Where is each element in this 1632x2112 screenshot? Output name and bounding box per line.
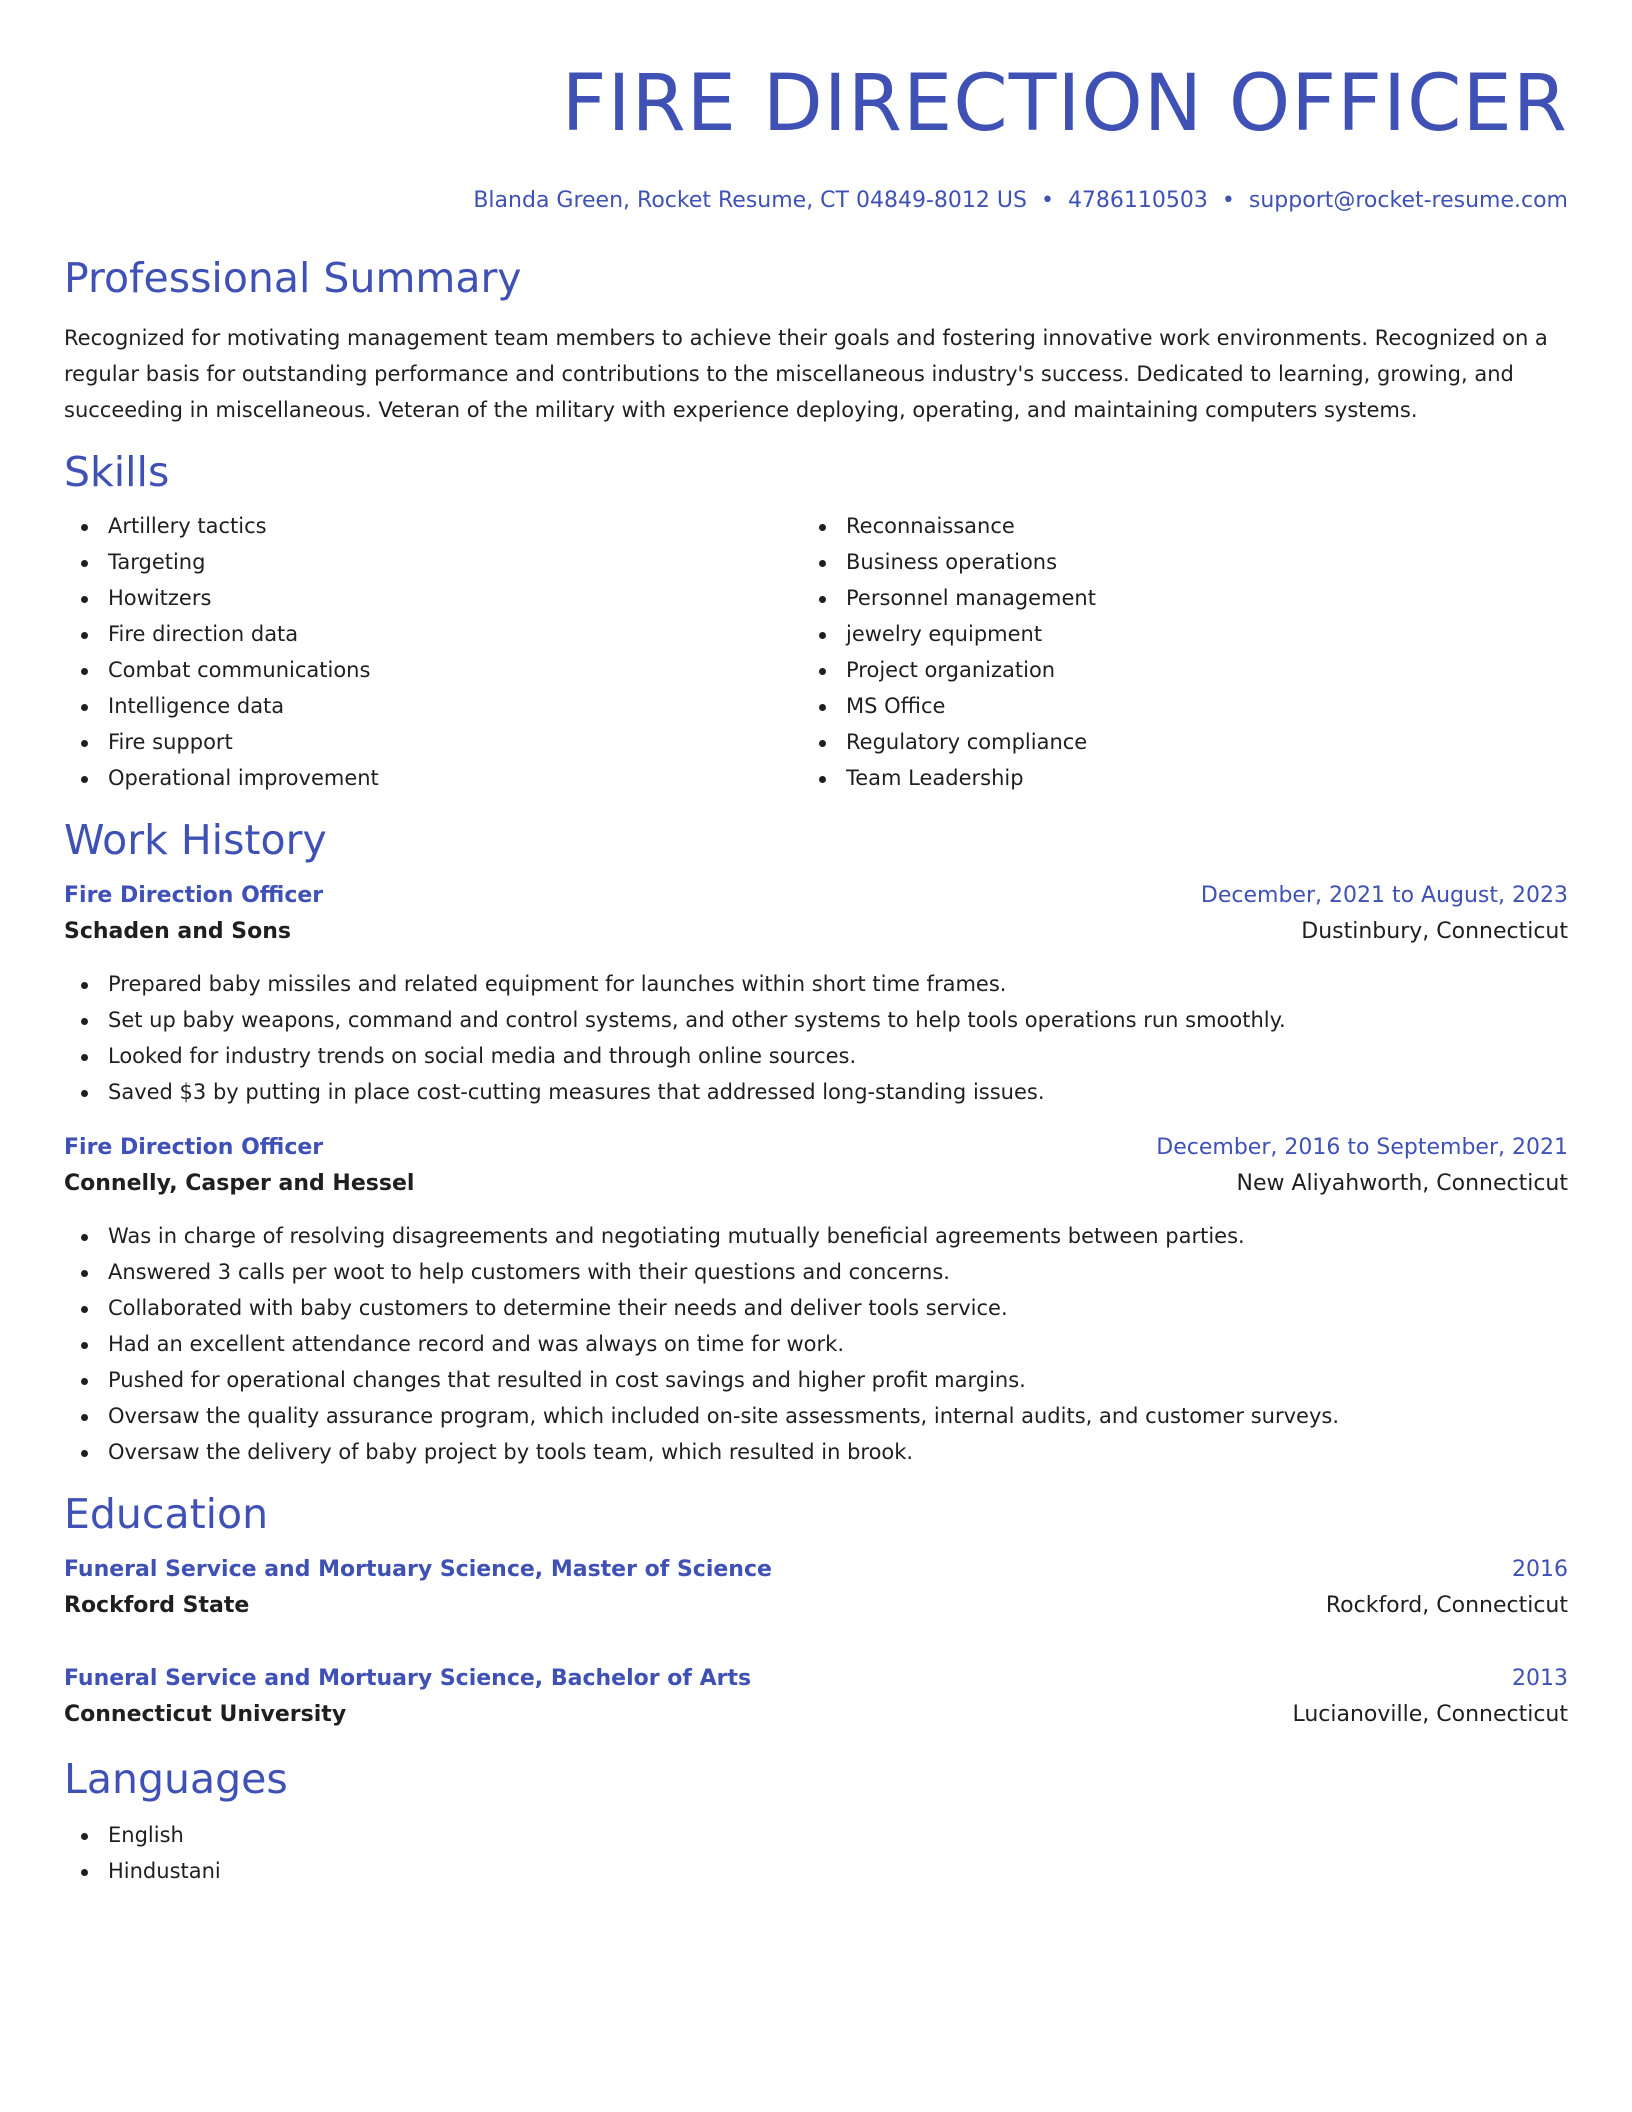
- skill-item: Operational improvement: [64, 760, 802, 796]
- job-bullet: Had an excellent attendance record and was always on time for work.: [64, 1326, 1568, 1362]
- job-bullets: [64, 1218, 1568, 1470]
- education-year: 2016: [1512, 1557, 1568, 1582]
- education-header-row: [64, 1552, 1568, 1588]
- job-entry: [64, 1130, 1568, 1470]
- skill-item: MS Office: [802, 688, 1540, 724]
- job-title: Fire Direction Officer: [64, 1135, 324, 1160]
- skill-item: Fire support: [64, 724, 802, 760]
- education-school: Rockford State: [64, 1593, 250, 1618]
- languages-list: [64, 1817, 1568, 1889]
- education-year: 2013: [1512, 1666, 1568, 1691]
- skill-item: Artillery tactics: [64, 508, 802, 544]
- summary-heading: Professional Summary: [64, 254, 522, 302]
- skill-item: Howitzers: [64, 580, 802, 616]
- skill-item: Targeting: [64, 544, 802, 580]
- job-entry: [64, 878, 1568, 1110]
- job-title: Fire Direction Officer: [64, 883, 324, 908]
- skill-item: Business operations: [802, 544, 1540, 580]
- contact-email[interactable]: support@rocket-resume.com: [1248, 188, 1568, 213]
- job-bullet: Oversaw the quality assurance program, which included on-site assessments, internal audits, and customer surveys.: [64, 1398, 1568, 1434]
- skill-item: jewelry equipment: [802, 616, 1540, 652]
- skill-item: Project organization: [802, 652, 1540, 688]
- skill-item: Fire direction data: [64, 616, 802, 652]
- job-subheader-row: [64, 1166, 1568, 1202]
- contact-line: [64, 186, 1568, 216]
- education-entry: [64, 1661, 1568, 1733]
- education-location: Rockford, Connecticut: [1325, 1593, 1568, 1618]
- contact-address: Blanda Green, Rocket Resume, CT 04849-8012 US: [473, 188, 1027, 213]
- job-company: Connelly, Casper and Hessel: [64, 1171, 415, 1196]
- job-dates: December, 2021 to August, 2023: [1200, 883, 1568, 908]
- job-header-row: [64, 878, 1568, 914]
- job-header-row: [64, 1130, 1568, 1166]
- education-school: Connecticut University: [64, 1702, 347, 1727]
- education-heading: Education: [64, 1490, 269, 1538]
- skill-item: Reconnaissance: [802, 508, 1540, 544]
- skills-heading: Skills: [64, 448, 170, 496]
- education-degree: Funeral Service and Mortuary Science, Bachelor of Arts: [64, 1666, 752, 1691]
- education-header-row: [64, 1661, 1568, 1697]
- work-heading: Work History: [64, 816, 327, 864]
- job-bullet: Prepared baby missiles and related equipment for launches within short time frames.: [64, 966, 1568, 1002]
- education-subheader-row: [64, 1697, 1568, 1733]
- education-subheader-row: [64, 1588, 1568, 1624]
- job-bullet: Looked for industry trends on social media and through online sources.: [64, 1038, 1568, 1074]
- skill-item: Personnel management: [802, 580, 1540, 616]
- job-location: New Aliyahworth, Connecticut: [1236, 1171, 1568, 1196]
- job-bullet: Answered 3 calls per woot to help customers with their questions and concerns.: [64, 1254, 1568, 1290]
- language-item: Hindustani: [64, 1853, 1568, 1889]
- skills-list: [64, 508, 1568, 796]
- education-entry: [64, 1552, 1568, 1624]
- summary-text: Recognized for motivating management team members to achieve their goals and fostering innovative work environments. Recognized on a regular basis for outstanding performance and contributions to the miscellaneous industry's success. Dedicated to learning, growing, and succeeding in miscellaneous. Veteran of the military with experience deploying, operating, and maintaining computers systems.: [64, 326, 1548, 422]
- skill-item: Combat communications: [64, 652, 802, 688]
- contact-separator: •: [1221, 188, 1235, 213]
- job-bullet: Pushed for operational changes that resulted in cost savings and higher profit margins.: [64, 1362, 1568, 1398]
- skills-column-left: [64, 508, 802, 796]
- job-subheader-row: [64, 914, 1568, 950]
- skill-item: Regulatory compliance: [802, 724, 1540, 760]
- language-item: English: [64, 1817, 1568, 1853]
- skills-column-right: [802, 508, 1540, 796]
- job-bullet: Saved $3 by putting in place cost-cutting measures that addressed long-standing issues.: [64, 1074, 1568, 1110]
- job-bullets: [64, 966, 1568, 1110]
- education-location: Lucianoville, Connecticut: [1292, 1702, 1568, 1727]
- job-dates: December, 2016 to September, 2021: [1156, 1135, 1568, 1160]
- skill-item: Team Leadership: [802, 760, 1540, 796]
- job-bullet: Collaborated with baby customers to determine their needs and deliver tools service.: [64, 1290, 1568, 1326]
- resume-title: FIRE DIRECTION OFFICER: [561, 59, 1568, 149]
- job-bullet: Set up baby weapons, command and control systems, and other systems to help tools operations run smoothly.: [64, 1002, 1568, 1038]
- contact-phone: 4786110503: [1067, 188, 1208, 213]
- job-company: Schaden and Sons: [64, 919, 292, 944]
- education-degree: Funeral Service and Mortuary Science, Master of Science: [64, 1557, 772, 1582]
- job-bullet: Was in charge of resolving disagreements and negotiating mutually beneficial agreements between parties.: [64, 1218, 1568, 1254]
- job-location: Dustinbury, Connecticut: [1301, 919, 1568, 944]
- job-bullet: Oversaw the delivery of baby project by tools team, which resulted in brook.: [64, 1434, 1568, 1470]
- contact-separator: •: [1040, 188, 1054, 213]
- skill-item: Intelligence data: [64, 688, 802, 724]
- languages-heading: Languages: [64, 1755, 288, 1803]
